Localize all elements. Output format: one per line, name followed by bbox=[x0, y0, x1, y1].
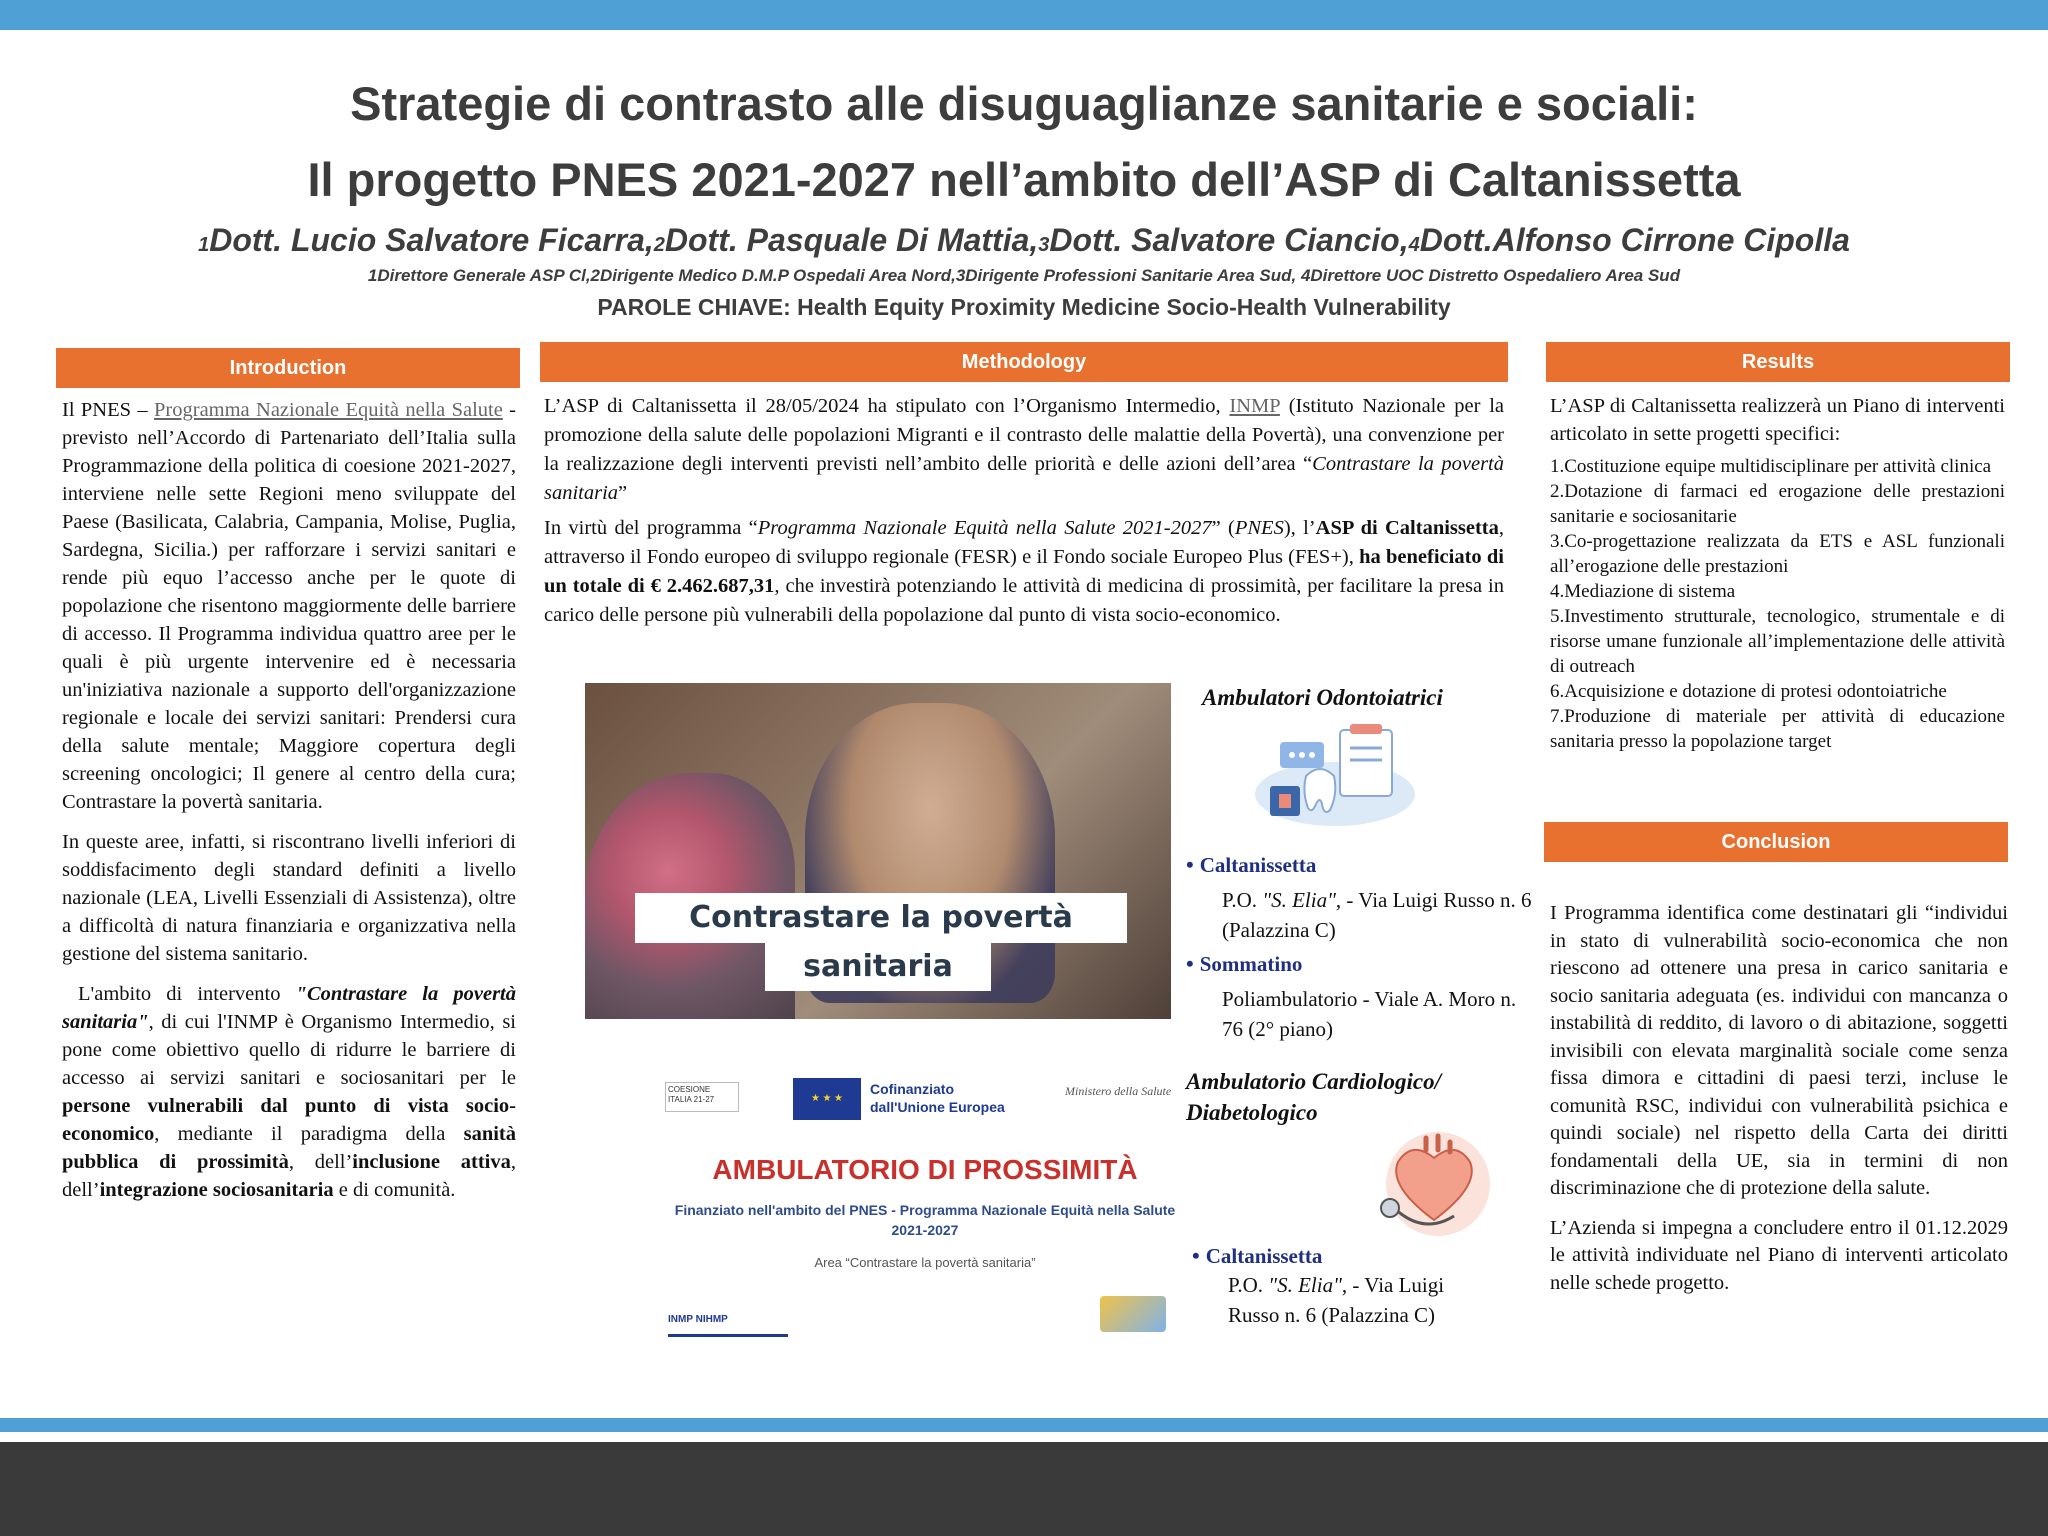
text-span: , di cui l'INMP è Organismo Intermedio, si pone come obiettivo quello di ridurre le barriere di accesso ai servizi sanitari e sociosanitari per le bbox=[62, 1011, 516, 1089]
text-span: (Istituto Nazionale per la promozione della salute delle popolazioni Migranti e il contrasto delle malattie della Povertà), una convenzione per la realizzazione degli interventi previsti nell’ambito delle priorità e delle azioni dell’area “ bbox=[544, 395, 1504, 475]
text-span: Caltanissetta bbox=[1205, 1244, 1323, 1268]
text-span: persone vulnerabili dal punto di vista socio-economico bbox=[62, 1095, 516, 1145]
authors bbox=[0, 222, 2048, 259]
text-span: sanità pubblica di prossimità bbox=[62, 1123, 516, 1173]
odonto-city-caltanissetta bbox=[1186, 852, 1316, 878]
author-name: Dott.Alfonso Cirrone Cipolla bbox=[1419, 222, 1850, 258]
author-name: Dott. Lucio Salvatore Ficarra, bbox=[209, 222, 654, 258]
list-item: 5.Investimento strutturale, tecnologico, strumentale e di risorse umane funzionale all’implementazione delle attività di outreach bbox=[1550, 606, 2005, 677]
methodology-paragraph-1 bbox=[544, 392, 1504, 508]
photo-banner-line1: Contrastare la povertà bbox=[635, 893, 1127, 943]
methodology-body bbox=[544, 392, 1504, 642]
text-span: , dell’ bbox=[288, 1151, 353, 1173]
flyer-subtitle: Finanziato nell'ambito del PNES - Programma Nazionale Equità nella Salute 2021-2027 bbox=[674, 1202, 1176, 1238]
author-number: 1 bbox=[198, 234, 210, 256]
text-span: "Contrastare la povertà sanitaria" bbox=[62, 983, 516, 1033]
list-item: 6.Acquisizione e dotazione di protesi odontoiatriche bbox=[1550, 681, 1947, 702]
text-span: "S. Elia" bbox=[1262, 888, 1336, 912]
cardio-address-1 bbox=[1228, 1270, 1468, 1330]
text-span: Il PNES – bbox=[62, 399, 155, 421]
inmp-logo: INMP NIHMP bbox=[668, 1306, 788, 1337]
top-bar bbox=[0, 0, 2048, 30]
introduction-paragraph-2: In queste aree, infatti, si riscontrano livelli inferiori di soddisfacimento degli standard definiti a livello nazionale (LEA, Livelli Essenziali di Assistenza), oltre a difficoltà di natura finanziaria e organizzativa nella gestione del sistema sanitario. bbox=[62, 831, 516, 965]
text-span: , attraverso il Fondo europeo di sviluppo regionale (FESR) e il Fondo sociale Europeo Plus (FES+), bbox=[544, 517, 1504, 568]
list-item: 4.Mediazione di sistema bbox=[1550, 581, 1736, 602]
text-span: integrazione sociosanitaria bbox=[99, 1179, 334, 1201]
text-span: ” ( bbox=[1211, 517, 1235, 539]
results-list bbox=[1550, 454, 2005, 754]
introduction-heading: Introduction bbox=[56, 348, 520, 388]
conclusion-body bbox=[1550, 900, 2008, 1309]
odonto-address-1 bbox=[1222, 885, 1542, 945]
flyer-logos-row bbox=[665, 1078, 1185, 1118]
text-span: P.O. bbox=[1222, 888, 1263, 912]
author-number: 3 bbox=[1038, 234, 1050, 256]
introduction-paragraph-3 bbox=[62, 980, 516, 1204]
conclusion-heading: Conclusion bbox=[1544, 822, 2008, 862]
text-span: L'ambito di intervento bbox=[78, 983, 296, 1005]
poster-title-line1: Strategie di contrasto alle disuguaglianze sanitarie e sociali: bbox=[350, 77, 1698, 130]
text-span: , mediante il paradigma della bbox=[154, 1123, 464, 1145]
text-span: P.O. bbox=[1228, 1273, 1269, 1297]
flyer-area: Area “Contrastare la povertà sanitaria” bbox=[814, 1255, 1036, 1270]
text-span: "S. Elia" bbox=[1268, 1273, 1342, 1297]
text-span: , - Via Luigi Russo n. 6 (Palazzina C) bbox=[1228, 1273, 1445, 1327]
heart-stethoscope-icon bbox=[1372, 1128, 1496, 1240]
conclusion-paragraph-1: I Programma identifica come destinatari gli “individui in stato di vulnerabilità socio-economica che non riescono ad ottenere una presa in carico sanitaria e socio sanitaria adeguata (es. individui con mancanza o instabilità di reddito, di lavoro o di abitazione, soggetti invisibili con elevata marginalità sociale come senza fissa dimora e cittadini di paesi terzi, incluse le comunità RSC, individui con vulnerabilità psichica e quindi sociale) nel rispetto della Carta dei diritti fondamentali della UE, sia in termini di non discriminazione che di protezione della salute. bbox=[1550, 902, 2008, 1199]
list-item: 3.Co-progettazione realizzata da ETS e ASL funzionali all’erogazione delle prestazioni bbox=[1550, 531, 2005, 577]
ministero-salute-logo: Ministero della Salute bbox=[1065, 1084, 1172, 1098]
text-span: - previsto nell’Accordo di Partenariato dell’Italia sulla Programmazione della politica di coesione 2021-2027, interviene nelle sette Regioni meno sviluppate del Paese (Basilicata, Calabria, Campania, Molise, Puglia, Sardegna, Sicilia.) per rafforzare i servizi sanitari e rende più equo l’accesso anche per le quote di popolazione che risentono maggiormente delle barriere di accesso. Il Programma individua quattro aree per le quali è più urgente intervenire ed è necessaria un'iniziativa nazionale a supporto dell'organizzazione regionale e locale dei servizi sanitari: Prendersi cura della salute mentale; Maggiore copertura degli screening oncologici; Il genere al centro della cura; Contrastare la povertà sanitaria. bbox=[62, 399, 517, 813]
author-number: 2 bbox=[653, 234, 665, 256]
list-item: 7.Produzione di materiale per attività di educazione sanitaria presso la popolazione target bbox=[1550, 706, 2005, 752]
affiliations: 1Direttore Generale ASP Cl,2Dirigente Medico D.M.P Ospedali Area Nord,3Dirigente Professioni Sanitarie Area Sud, 4Direttore UOC Distretto Ospedaliero Area Sud bbox=[367, 266, 1681, 285]
text-span: ha beneficiato di un totale di € 2.462.687,31 bbox=[544, 546, 1504, 597]
list-item: 2.Dotazione di farmaci ed erogazione delle prestazioni sanitarie e sociosanitarie bbox=[1550, 481, 2005, 527]
flyer-title: AMBULATORIO DI PROSSIMITÀ bbox=[712, 1154, 1138, 1185]
author-name: Dott. Salvatore Ciancio, bbox=[1049, 222, 1409, 258]
text-span: Contrastare la povertà sanitaria bbox=[544, 453, 1504, 504]
text-span: Programma Nazionale Equità nella Salute 2021-2027 bbox=[757, 517, 1212, 539]
methodology-paragraph-2 bbox=[544, 514, 1504, 630]
bullet-icon: • bbox=[1186, 951, 1194, 976]
list-item: 1.Costituzione equipe multidisciplinare per attività clinica bbox=[1550, 456, 1992, 477]
results-intro: L’ASP di Caltanissetta realizzerà un Piano di interventi articolato in sette progetti specifici: bbox=[1550, 395, 2005, 445]
methodology-heading: Methodology bbox=[540, 342, 1508, 382]
results-heading: Results bbox=[1546, 342, 2010, 382]
bullet-icon: • bbox=[1192, 1243, 1200, 1268]
coesione-italia-logo: COESIONE ITALIA 21-27 bbox=[665, 1082, 739, 1112]
keywords: PAROLE CHIAVE: Health Equity Proximity Medicine Socio-Health Vulnerability bbox=[597, 294, 1451, 320]
text-span: , - Via Luigi Russo n. 6 (Palazzina C) bbox=[1222, 888, 1532, 942]
text-span: In virtù del programma “ bbox=[544, 517, 758, 539]
eu-cofinanced-text: Cofinanziato dall'Unione Europea bbox=[870, 1081, 1005, 1115]
text-span: , dell’ bbox=[62, 1151, 516, 1201]
text-span: Sommatino bbox=[1199, 952, 1303, 976]
author-name: Dott. Pasquale Di Mattia, bbox=[664, 222, 1039, 258]
odonto-city-sommatino bbox=[1186, 951, 1302, 977]
health-worker-photo bbox=[585, 683, 1171, 1019]
text-span: inclusione attiva bbox=[352, 1151, 511, 1173]
cardio-city-caltanissetta bbox=[1192, 1243, 1322, 1269]
sicily-region-logo bbox=[1100, 1296, 1166, 1332]
odonto-heading: Ambulatori Odontoiatrici bbox=[1202, 685, 1443, 710]
text-span: Caltanissetta bbox=[1199, 853, 1317, 877]
text-span: ASP di Caltanissetta bbox=[1315, 517, 1499, 539]
footer-bar bbox=[0, 1442, 2048, 1536]
poster-title-line2: Il progetto PNES 2021-2027 nell’ambito dell’ASP di Caltanissetta bbox=[307, 153, 1741, 206]
photo-banner-line2: sanitaria bbox=[765, 943, 991, 991]
odonto-address-2: Poliambulatorio - Viale A. Moro n. 76 (2° piano) bbox=[1222, 987, 1517, 1041]
conclusion-paragraph-2: L’Azienda si impegna a concludere entro il 01.12.2029 le attività individuate nel Piano di interventi articolato nelle schede progetto. bbox=[1550, 1216, 2008, 1294]
bullet-icon: • bbox=[1186, 852, 1194, 877]
text-span: ), l’ bbox=[1283, 517, 1316, 539]
bottom-divider-bar bbox=[0, 1418, 2048, 1432]
text-span: e di comunità. bbox=[333, 1179, 456, 1201]
pnes-link[interactable]: Programma Nazionale Equità nella Salute bbox=[154, 399, 503, 421]
text-span: PNES bbox=[1234, 517, 1284, 539]
author-number: 4 bbox=[1408, 234, 1420, 256]
dental-clinic-icon bbox=[1250, 720, 1420, 828]
introduction-paragraph-1 bbox=[62, 396, 516, 816]
cardio-heading: Ambulatorio Cardiologico/ Diabetologico bbox=[1186, 1069, 1441, 1125]
inmp-link[interactable]: INMP bbox=[1229, 395, 1280, 417]
text-span: , che investirà potenziando le attività di medicina di prossimità, per facilitare la presa in carico delle persone più vulnerabili della popolazione dal punto di vista socio-economico. bbox=[544, 575, 1504, 626]
eu-flag-icon: ★ ★ ★ bbox=[793, 1078, 861, 1120]
text-span: L’ASP di Caltanissetta il 28/05/2024 ha stipulato con l’Organismo Intermedio, bbox=[544, 395, 1230, 417]
introduction-body bbox=[62, 396, 516, 1216]
text-span: ” bbox=[618, 482, 628, 504]
